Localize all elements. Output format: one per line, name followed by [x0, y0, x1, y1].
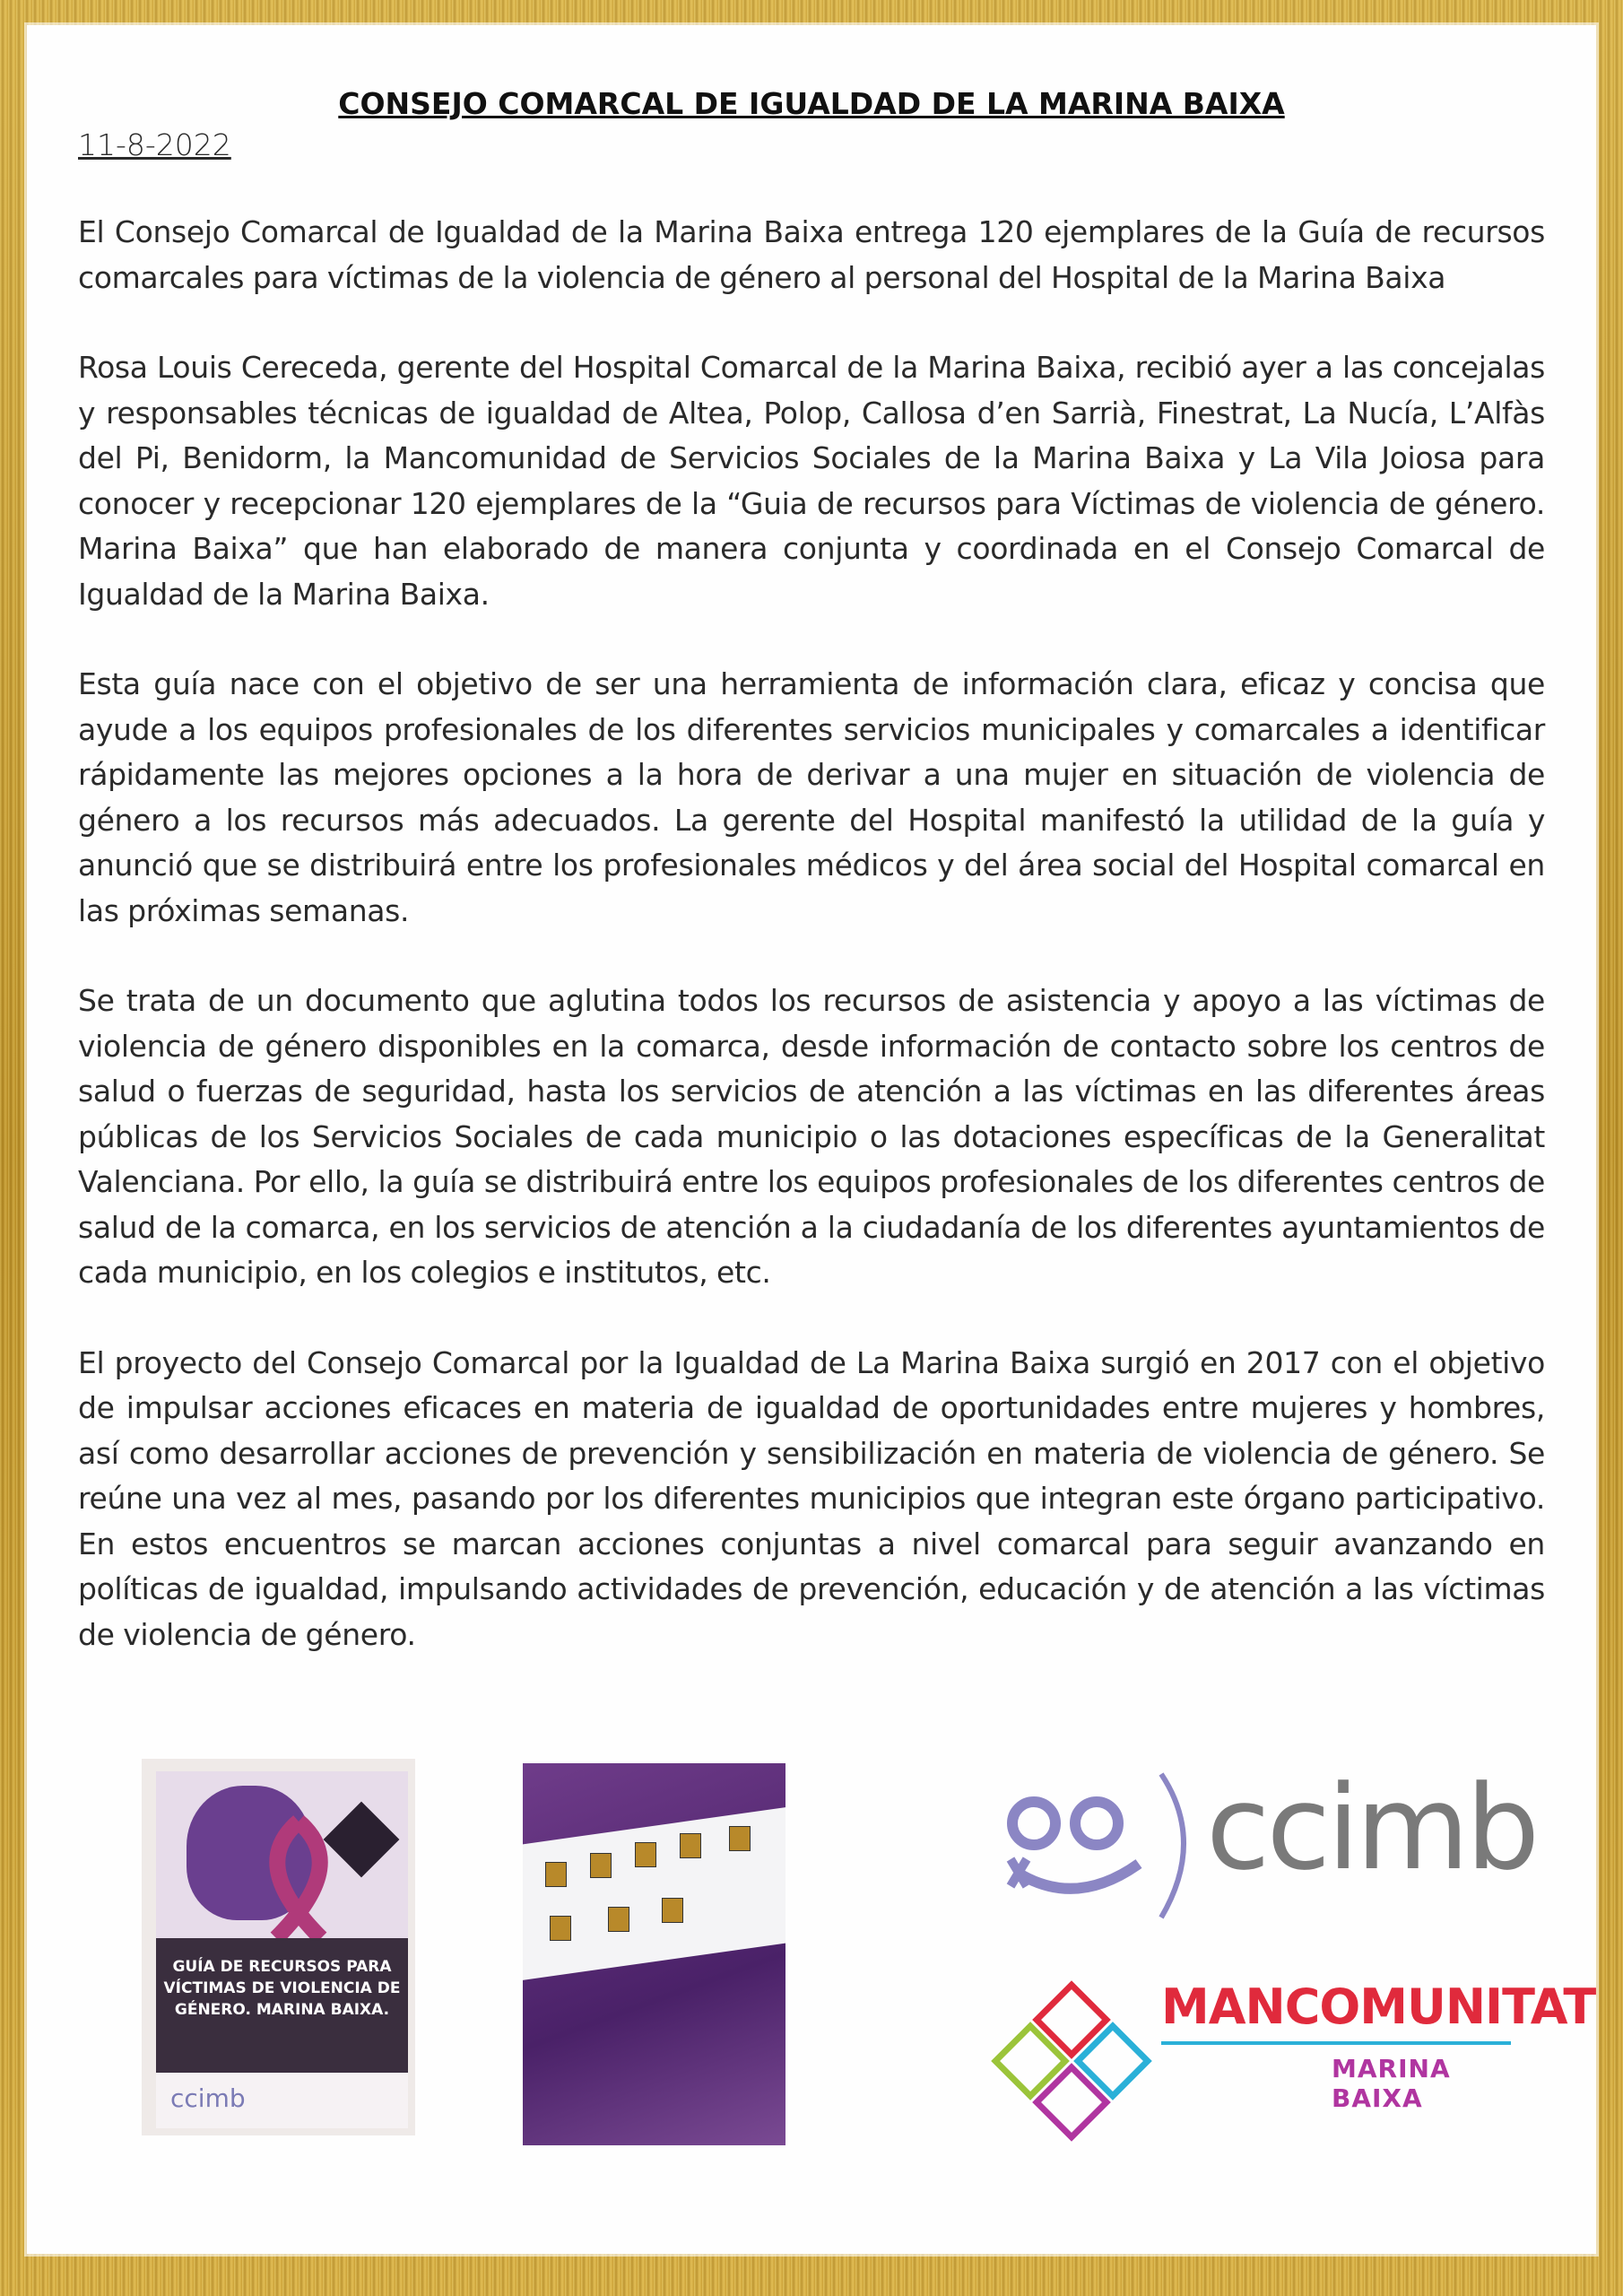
hand-illustration	[187, 1786, 312, 1920]
crest-icon	[590, 1853, 612, 1878]
guide-cover-photo	[142, 1759, 415, 2135]
crest-icon	[545, 1862, 567, 1887]
crest-icon	[635, 1842, 656, 1867]
diamond-shape	[324, 1802, 400, 1878]
document-page	[27, 25, 1596, 2254]
document-title: CONSEJO COMARCAL DE IGUALDAD DE LA MARINA BAIXA	[338, 86, 1285, 121]
crest-icon	[680, 1833, 701, 1858]
crest-icon	[729, 1826, 751, 1851]
ribbon-icon	[249, 1813, 348, 1947]
crest-band	[523, 1805, 785, 1981]
ccimb-face-icon	[991, 1770, 1206, 1922]
paragraph-2: Rosa Louis Cereceda, gerente del Hospital Comarcal de la Marina Baixa, recibió ayer a las concejalas y responsables técnicas de igualdad de Altea, Polop, Callosa d’en Sarrià, Finestrat, La Nucía, L’Alfàs del Pi, Benidorm, la Mancomunidad de Servicios Sociales de la Marina Baixa y La Vila Joiosa para conocer y recepcionar 120 ejemplares de la “Guia de recursos para Víctimas de violencia de género. Marina Baixa” que han elaborado de manera conjunta y coordinada en el Consejo Comarcal de Igualdad de la Marina Baixa.	[78, 350, 1545, 612]
document-date: 11-8-2022	[78, 127, 231, 162]
mancomunitat-divider	[1161, 2041, 1511, 2045]
crest-icon	[662, 1898, 683, 1923]
mancomunitat-logo	[982, 1971, 1596, 2151]
guide-back-photo	[523, 1763, 785, 2145]
cover-ccimb-logo: ccimb	[170, 2083, 246, 2113]
crest-icon	[608, 1907, 629, 1932]
ccimb-logo	[991, 1760, 1537, 1922]
cover-top-area	[156, 1771, 408, 1951]
puzzle-icon	[982, 1971, 1161, 2151]
paragraph-4: Se trata de un documento que aglutina todos los recursos de asistencia y apoyo a las víctimas de violencia de género disponibles en la comarca, desde información de contacto sobre los centros de salud o fuerzas de seguridad, hasta los servicios de atención a las víctimas en las diferentes áreas públicas de los Servicios Sociales de cada municipio o las dotaciones específicas de la Generalitat Valenciana. Por ello, la guía se distribuirá entre los equipos profesionales de los diferentes centros de salud de la comarca, en los servicios de atención a la ciudadanía de los diferentes ayuntamientos de cada municipio, en los colegios e institutos, etc.	[78, 983, 1545, 1290]
guide-cover-title: GUÍA DE RECURSOS PARA VÍCTIMAS DE VIOLENCIA DE GÉNERO. MARINA BAIXA.	[156, 1938, 408, 2073]
crest-icon	[550, 1916, 571, 1941]
ccimb-logo-text: ccimb	[1206, 1760, 1537, 1896]
mancomunitat-title: MANCOMUNITAT	[1161, 1979, 1596, 2035]
cover-footer	[156, 2073, 408, 2128]
paragraph-1: El Consejo Comarcal de Igualdad de la Marina Baixa entrega 120 ejemplares de la Guía de recursos comarcales para víctimas de la violencia de género al personal del Hospital de la Marina Baixa	[78, 214, 1545, 295]
paragraph-3: Esta guía nace con el objetivo de ser una herramienta de información clara, eficaz y concisa que ayude a los equipos profesionales de los diferentes servicios municipales y comarcales a identificar rápidamente las mejores opciones a la hora de derivar a una mujer en situación de violencia de género a los recursos más adecuados. La gerente del Hospital manifestó la utilidad de la guía y anunció que se distribuirá entre los profesionales médicos y del área social del Hospital comarcal en las próximas semanas.	[78, 666, 1545, 928]
document-content	[78, 59, 1545, 1657]
paragraph-5: El proyecto del Consejo Comarcal por la Igualdad de La Marina Baixa surgió en 2017 con el objetivo de impulsar acciones eficaces en materia de igualdad de oportunidades entre mujeres y hombres, así como desarrollar acciones de prevención y sensibilización en materia de violencia de género. Se reúne una vez al mes, pasando por los diferentes municipios que integran este órgano participativo. En estos encuentros se marcan acciones conjuntas a nivel comarcal para seguir avanzando en políticas de igualdad, impulsando actividades de prevención, educación y de atención a las víctimas de violencia de género.	[78, 1344, 1545, 1652]
mancomunitat-subtitle: MARINA BAIXA	[1332, 2054, 1451, 2113]
